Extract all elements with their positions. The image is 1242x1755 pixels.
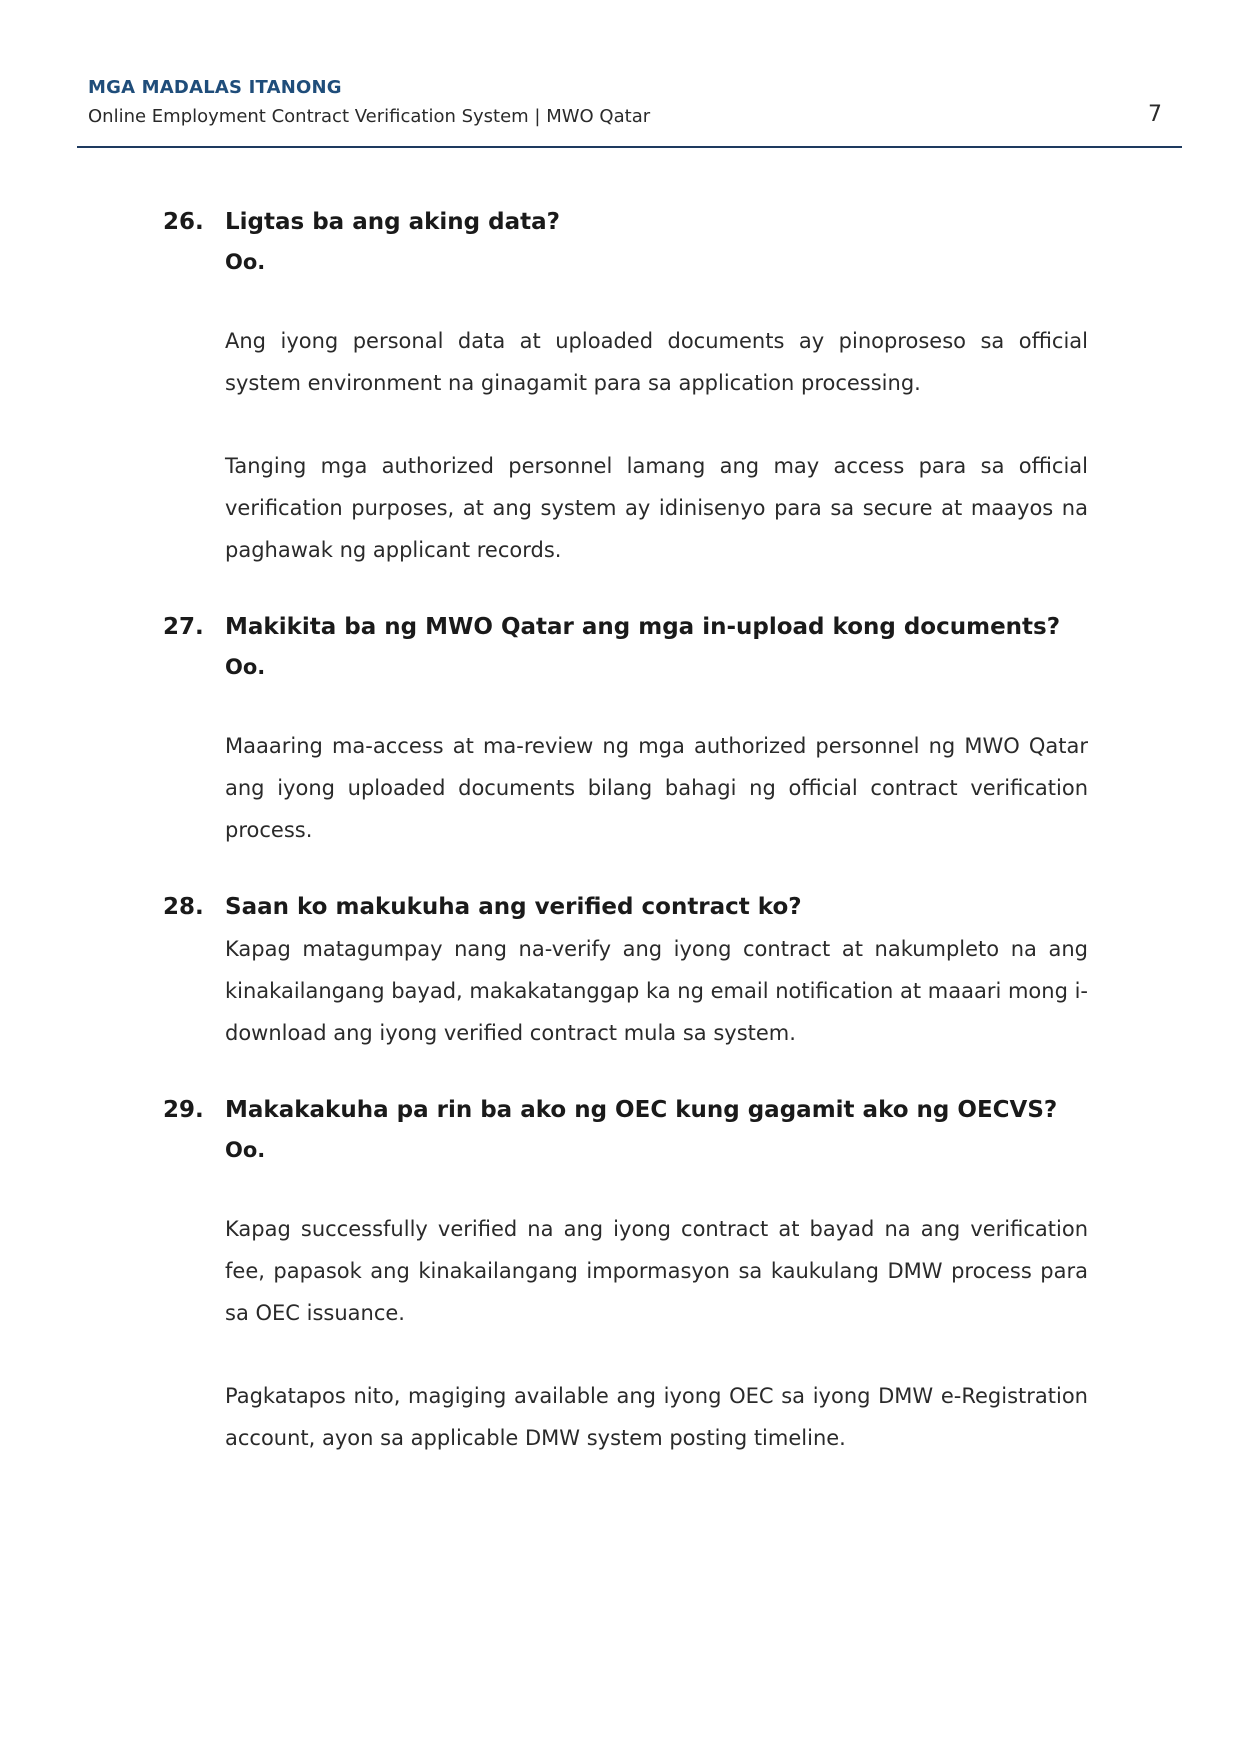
document-title: MGA MADALAS ITANONG (88, 77, 342, 98)
faq-question-text: Ligtas ba ang aking data? (225, 209, 560, 235)
page-number: 7 (1148, 102, 1162, 127)
faq-item-29 (163, 1091, 1088, 1459)
faq-number: 29. (163, 1097, 204, 1123)
faq-answer (225, 245, 1088, 571)
faq-short-answer: Oo. (225, 655, 266, 679)
faq-number: 27. (163, 614, 204, 640)
faq-paragraph: Kapag successfully verified na ang iyong contract at bayad na ang verification fee, papasok ang kinakailangang impormasyon sa kaukulang DMW process para sa OEC issuance. (225, 1217, 1088, 1325)
faq-question (163, 203, 1088, 241)
faq-question (163, 608, 1088, 646)
faq-number: 26. (163, 209, 204, 235)
faq-question (163, 1091, 1088, 1129)
faq-list (163, 203, 1088, 1459)
document-subtitle: Online Employment Contract Verification System | MWO Qatar (88, 106, 651, 127)
faq-item-28 (163, 888, 1088, 1054)
faq-short-answer: Oo. (225, 250, 266, 274)
faq-paragraph: Ang iyong personal data at uploaded documents ay pinoproseso sa official system environment na ginagamit para sa application processing. (225, 329, 1088, 395)
faq-item-26 (163, 203, 1088, 571)
faq-answer (225, 1133, 1088, 1459)
faq-question-text: Makakakuha pa rin ba ako ng OEC kung gagamit ako ng OECVS? (225, 1097, 1058, 1123)
faq-paragraph: Tanging mga authorized personnel lamang ang may access para sa official verification purposes, at ang system ay idinisenyo para sa secure at maayos na paghawak ng applicant records. (225, 454, 1088, 562)
faq-question-text: Saan ko makukuha ang verified contract ko? (225, 894, 802, 920)
faq-number: 28. (163, 894, 204, 920)
faq-answer (225, 928, 1088, 1054)
faq-item-27 (163, 608, 1088, 851)
faq-question-text: Makikita ba ng MWO Qatar ang mga in-upload kong documents? (225, 614, 1061, 640)
faq-answer (225, 650, 1088, 851)
faq-paragraph: Maaaring ma-access at ma-review ng mga authorized personnel ng MWO Qatar ang iyong uploaded documents bilang bahagi ng official contract verification process. (225, 734, 1088, 842)
faq-question (163, 888, 1088, 926)
page-header (77, 74, 1182, 148)
faq-short-answer: Oo. (225, 1138, 266, 1162)
faq-paragraph: Pagkatapos nito, magiging available ang iyong OEC sa iyong DMW e-Registration account, ayon sa applicable DMW system posting timeline. (225, 1384, 1088, 1450)
faq-paragraph: Kapag matagumpay nang na-verify ang iyong contract at nakumpleto na ang kinakailangang bayad, makakatanggap ka ng email notification at maaari mong i-download ang iyong verified contract mula sa system. (225, 937, 1088, 1045)
